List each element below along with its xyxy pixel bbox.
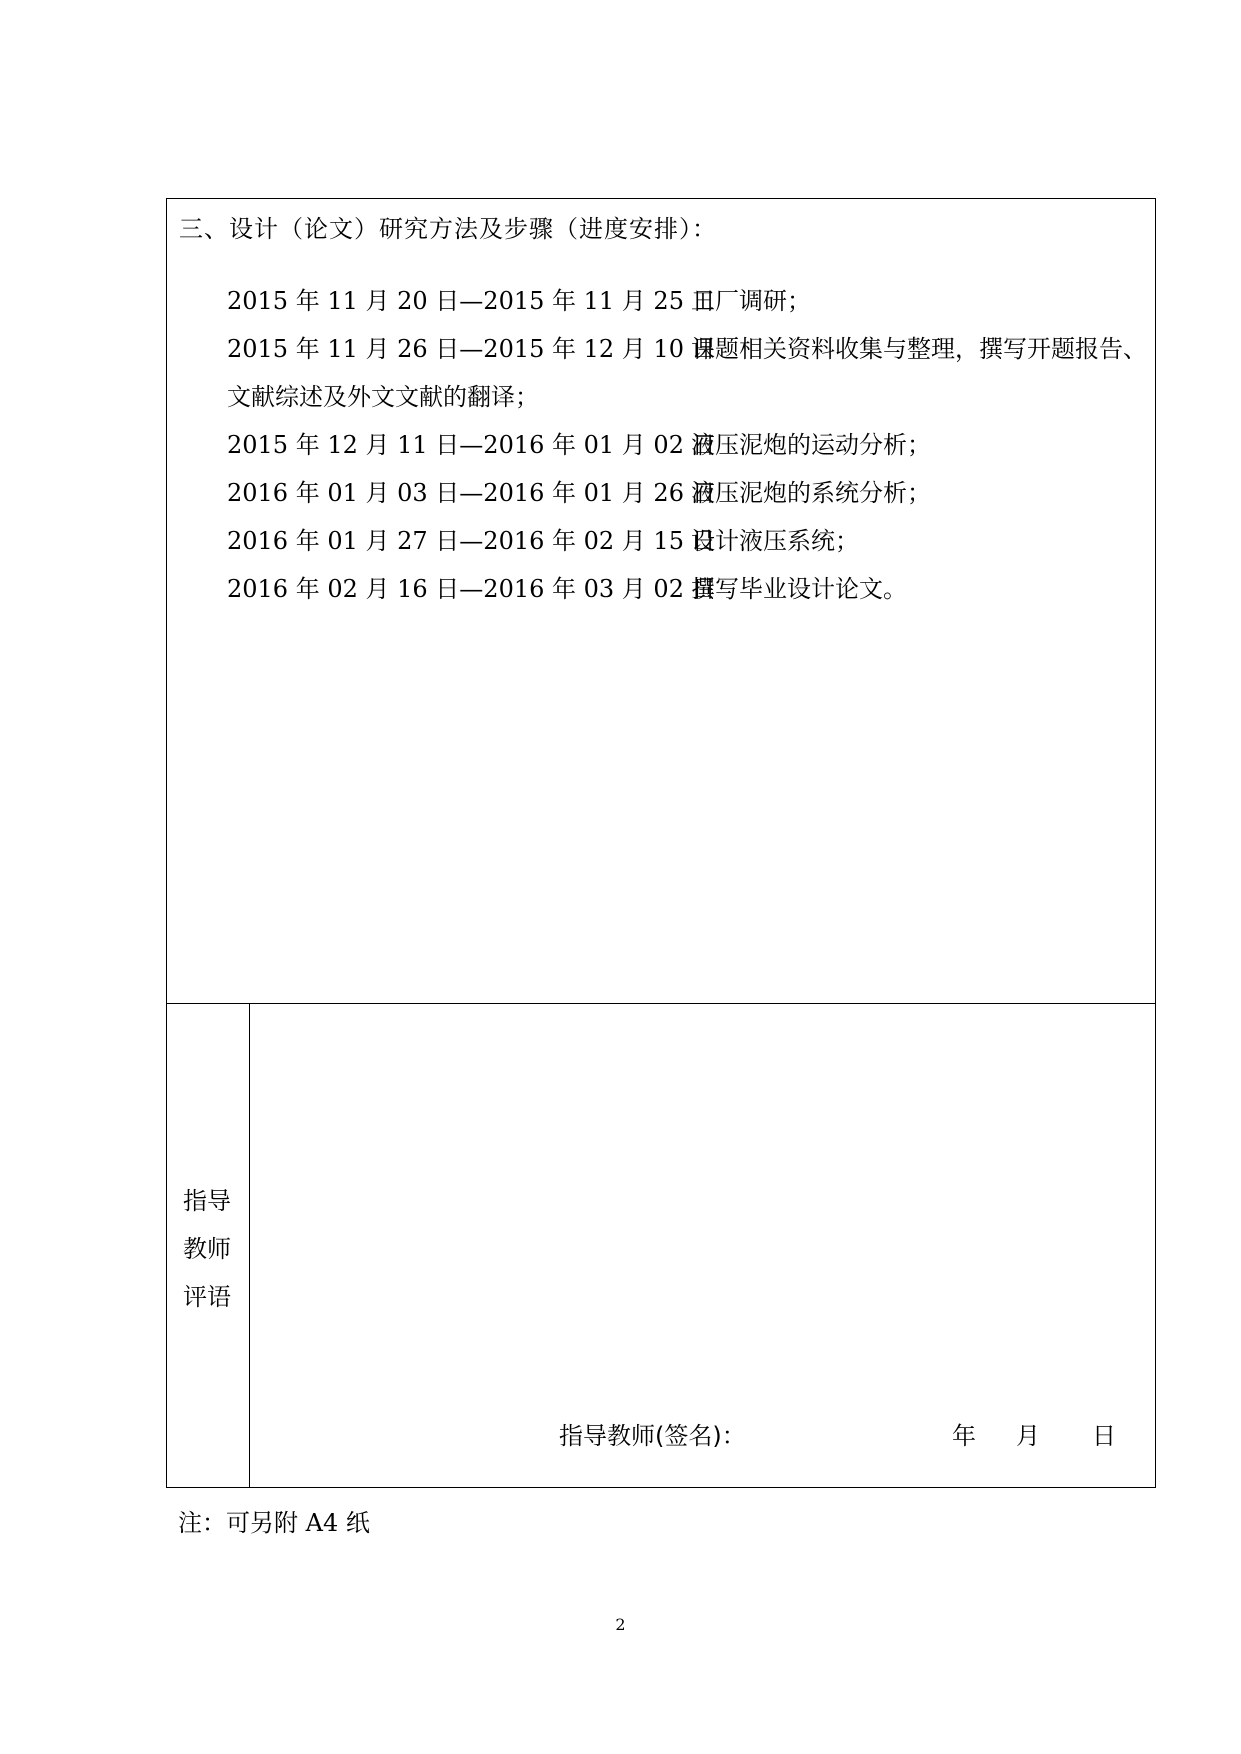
comment-label-line: 评语 xyxy=(183,1283,231,1311)
schedule-date: 2016 年 01 月 03 日—2016 年 01 月 26 日 xyxy=(227,479,716,507)
schedule-task: 课题相关资料收集与整理，撰写开题报告、 xyxy=(691,335,1147,363)
schedule-date: 2015 年 11 月 26 日—2015 年 12 月 10 日 xyxy=(227,335,716,363)
advisor-comment-section xyxy=(167,1004,1155,1487)
schedule-item xyxy=(227,473,931,508)
schedule-task: 液压泥炮的系统分析； xyxy=(691,479,931,507)
page-number: 2 xyxy=(615,1615,626,1634)
schedule-item-continuation xyxy=(227,377,539,412)
schedule-task: 文献综述及外文文献的翻译； xyxy=(227,383,539,411)
comment-label-cell xyxy=(167,1004,250,1487)
day-label: 日 xyxy=(1092,1422,1116,1450)
schedule-item xyxy=(227,281,811,316)
schedule-task: 工厂调研； xyxy=(691,287,811,315)
comment-label-line: 教师 xyxy=(183,1235,231,1263)
year-label: 年 xyxy=(952,1422,976,1450)
form-table xyxy=(166,198,1156,1488)
month-label: 月 xyxy=(1016,1422,1040,1450)
footnote: 注：可另附 A4 纸 xyxy=(178,1509,370,1537)
schedule-date: 2016 年 01 月 27 日—2016 年 02 月 15 日 xyxy=(227,527,716,555)
schedule-item xyxy=(227,425,931,460)
schedule-date: 2015 年 12 月 11 日—2016 年 01 月 02 日 xyxy=(227,431,716,459)
schedule-date: 2015 年 11 月 20 日—2015 年 11 月 25 日 xyxy=(227,287,716,315)
schedule-date: 2016 年 02 月 16 日—2016 年 03 月 02 日 xyxy=(227,575,716,603)
schedule-section xyxy=(167,199,1155,1004)
advisor-signature-label: 指导教师(签名)： xyxy=(559,1422,746,1450)
comment-label-line: 指导 xyxy=(183,1187,231,1215)
schedule-task: 设计液压系统； xyxy=(691,527,859,555)
schedule-item xyxy=(227,569,907,604)
schedule-item xyxy=(227,521,859,556)
schedule-task: 液压泥炮的运动分析； xyxy=(691,431,931,459)
section-heading: 三、设计（论文）研究方法及步骤（进度安排）： xyxy=(179,215,717,243)
schedule-item xyxy=(227,329,1147,364)
schedule-task: 撰写毕业设计论文。 xyxy=(691,575,907,603)
